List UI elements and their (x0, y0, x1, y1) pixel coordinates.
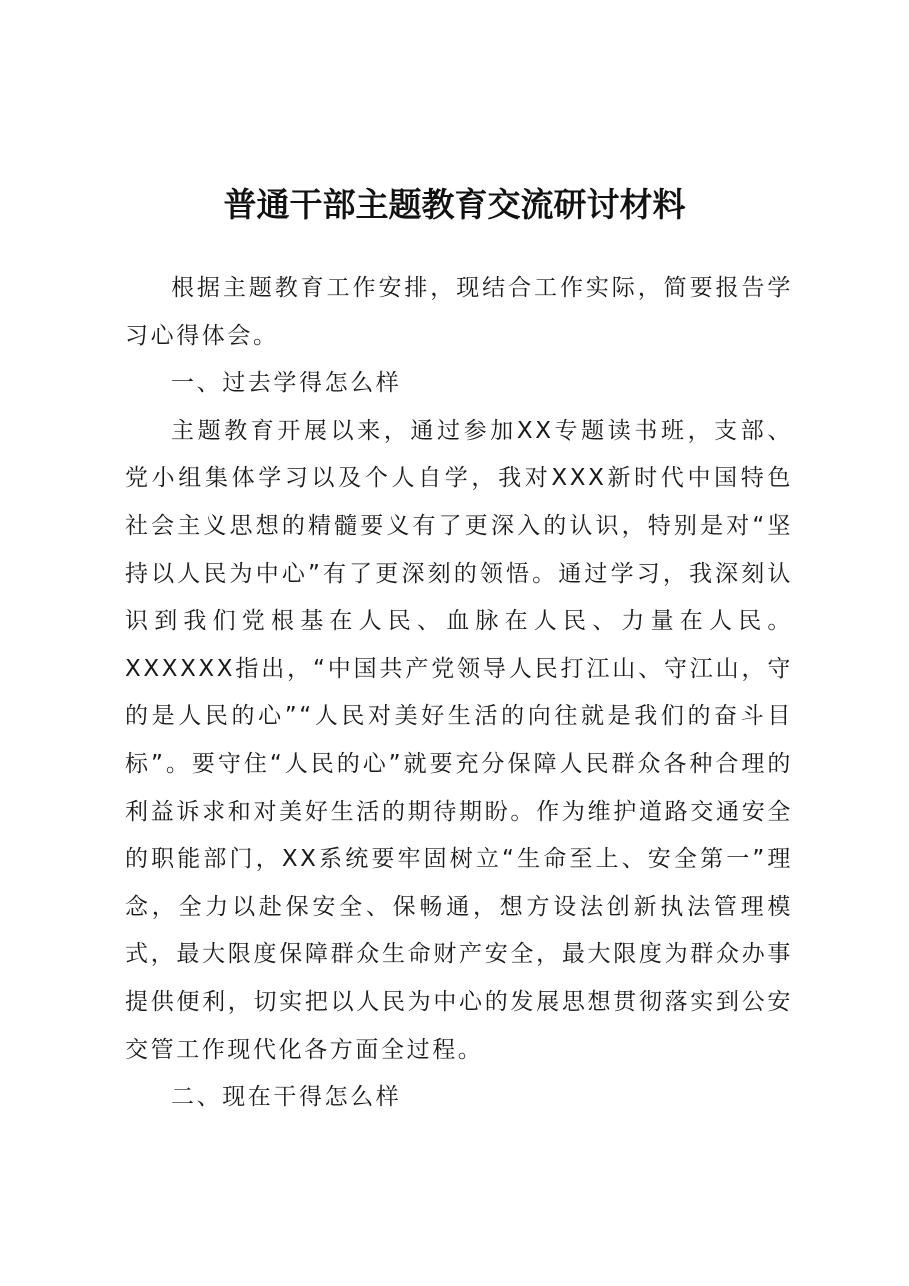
section-heading-1: 一、过去学得怎么样 (171, 370, 402, 397)
section-heading-2: 二、现在干得怎么样 (171, 1084, 402, 1111)
intro-paragraph: 根据主题教育工作安排，现结合工作实际，简要报告学习心得体会。 (125, 275, 793, 349)
body-paragraph: 主题教育开展以来，通过参加XX专题读书班，支部、党小组集体学习以及个人自学，我对XXX新时代中国特色社会主义思想的精髓要义有了更深入的认识，特别是对“坚持以人民为中心”有了更深刻的领悟。通过学习，我深刻认识到我们党根基在人民、血脉在人民、力量在人民。XXXXXX指出，“中国共产党领导人民打江山、守江山，守的是人民的心”“人民对美好生活的向往就是我们的奋斗目标”。要守住“人民的心”就要充分保障人民群众各种合理的利益诉求和对美好生活的期待期盼。作为维护道路交通安全的职能部门，XX系统要牢固树立“生命至上、安全第一”理念，全力以赴保安全、保畅通，想方设法创新执法管理模式，最大限度保障群众生命财产安全，最大限度为群众办事提供便利，切实把以人民为中心的发展思想贯彻落实到公安交管工作现代化各方面全过程。 (125, 417, 793, 1063)
document-title: 普通干部主题教育交流研讨材料 (223, 185, 686, 224)
document-body (125, 265, 793, 1122)
